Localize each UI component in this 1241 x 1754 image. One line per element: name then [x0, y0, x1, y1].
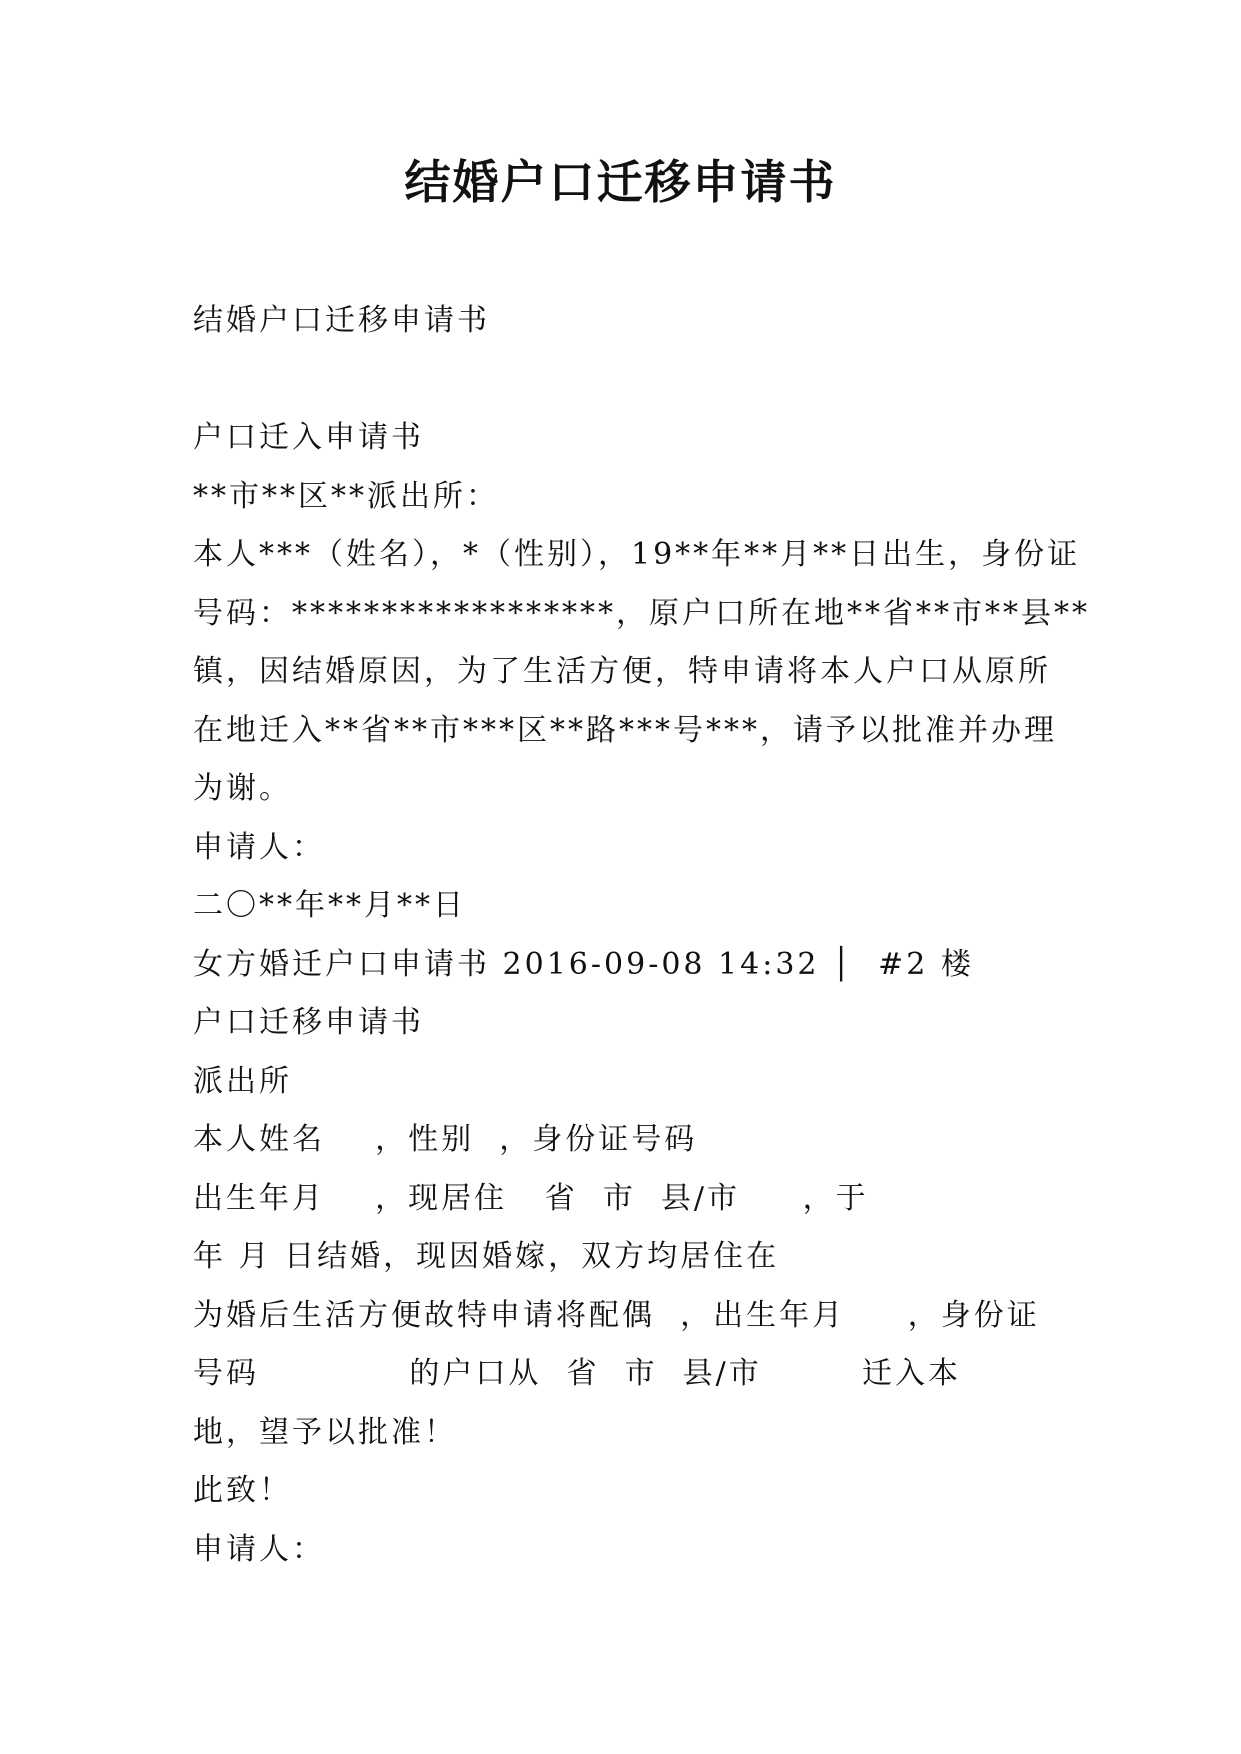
body-line-post-header: 女方婚迁户口申请书 2016-09-08 14:32 │ #2 楼 [193, 946, 974, 982]
document-body [193, 292, 1090, 1579]
body-line-form: 为婚后生活方便故特申请将配偶 ，出生年月 ，身份证 [193, 1297, 1040, 1333]
body-line-heading: 户口迁入申请书 [193, 420, 424, 455]
body-line-form: 出生年月 ，现居住 省 市 县/市 ，于 [193, 1180, 869, 1216]
body-line-heading: 户口迁移申请书 [193, 1005, 424, 1040]
body-line-closing: 此致！ [193, 1473, 292, 1508]
blank-line [193, 351, 1063, 410]
body-line-paragraph: 号码：******************，原户口所在地**省**市**县** [193, 595, 1090, 631]
body-line-date: 二〇**年**月**日 [193, 888, 466, 923]
body-line-addressee: **市**区**派出所： [193, 478, 499, 514]
body-line-paragraph: 镇，因结婚原因，为了生活方便，特申请将本人户口从原所 [193, 654, 1051, 689]
body-line-form: 地，望予以批准！ [193, 1414, 457, 1450]
body-line-addressee: 派出所 [193, 1063, 292, 1099]
body-line-paragraph: 在地迁入**省**市***区**路***号***，请予以批准并办理 [193, 712, 1057, 748]
body-line-paragraph: 为谢。 [193, 771, 292, 806]
body-line-applicant: 申请人： [193, 1531, 325, 1567]
body-line-paragraph: 本人***（姓名），*（性别），19**年**月**日出生，身份证 [193, 537, 1081, 572]
body-line-form: 本人姓名 ，性别 ，身份证号码 [193, 1122, 698, 1157]
body-line-subtitle: 结婚户口迁移申请书 [193, 303, 490, 338]
document-title: 结婚户口迁移申请书 [404, 155, 837, 209]
body-line-applicant: 申请人： [193, 829, 325, 865]
body-line-form: 号码 的户口从 省 市 县/市 迁入本 [193, 1356, 962, 1391]
body-line-form: 年 月 日结婚，现因婚嫁，双方均居住在 [193, 1239, 780, 1274]
